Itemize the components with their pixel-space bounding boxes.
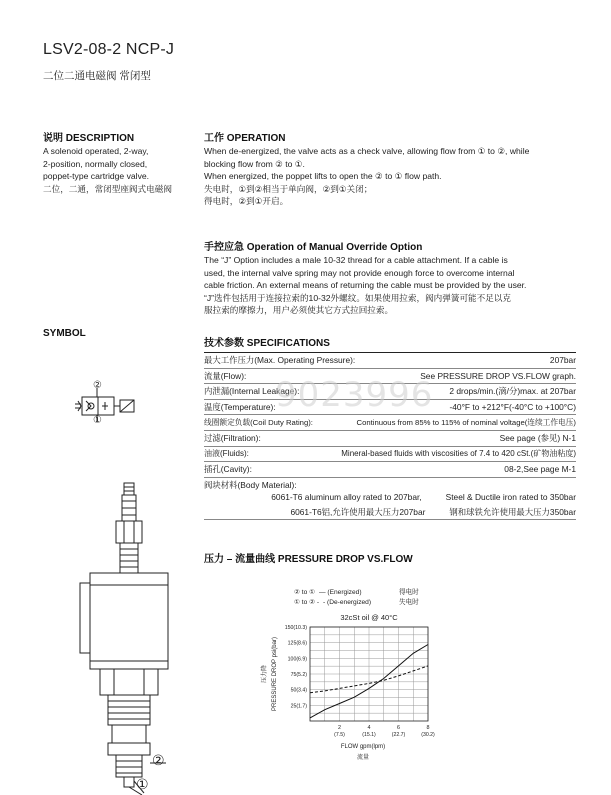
material-right: 钢和球铁允许使用最大压力350bar bbox=[449, 506, 576, 517]
operation-line: blocking flow from ② to ①. bbox=[204, 158, 305, 169]
spec-value: Mineral-based fluids with viscosities of 7.4 to 420 cSt.(矿物油粘度) bbox=[341, 449, 576, 459]
material-right: Steel & Ductile iron rated to 350bar bbox=[445, 492, 576, 503]
legend-cn: 得电时 bbox=[399, 589, 419, 596]
description-line: poppet-type cartridge valve. bbox=[43, 171, 150, 182]
spec-value: Continuous from 85% to 115% of nominal voltage(连续工作电压) bbox=[356, 418, 576, 428]
spec-value: -40°F to +212°F(-40°C to +100°C) bbox=[449, 402, 576, 413]
legend-style: — (Energized) bbox=[319, 589, 362, 596]
spec-row bbox=[204, 461, 576, 477]
spec-label: 内泄漏(Internal Leakage): bbox=[204, 386, 300, 397]
x-tick-label: 2 bbox=[338, 725, 341, 731]
y-axis-label-cn: 压力降 bbox=[262, 664, 268, 684]
operation-heading: 工作 OPERATION bbox=[204, 133, 286, 144]
operation-line: 失电时，①到②相当于单向阀，②到①关闭； bbox=[204, 183, 373, 194]
manual-override-line: used, the internal valve spring may not provide enough force to overcome internal bbox=[204, 267, 515, 278]
x-axis-label: FLOW gpm(lpm) bbox=[340, 744, 386, 750]
valve-symbol bbox=[72, 378, 152, 430]
specifications-heading: 技术参数 SPECIFICATIONS bbox=[204, 338, 330, 349]
legend-style: - (De-energized) bbox=[323, 599, 372, 606]
symbol-heading: SYMBOL bbox=[43, 328, 86, 339]
spec-row bbox=[204, 430, 576, 446]
material-left: 6061-T6 aluminum alloy rated to 207bar, bbox=[271, 492, 422, 503]
spec-row bbox=[204, 414, 576, 430]
y-tick-label: 25(1.7) bbox=[290, 703, 307, 710]
x-tick-sublabel: (30.2) bbox=[421, 732, 435, 738]
y-tick-label: 125(8.6) bbox=[287, 640, 307, 647]
cartridge-valve-drawing bbox=[60, 475, 200, 795]
manual-override-line: The “J” Option includes a male 10-32 thread for a cable attachment. If a cable is bbox=[204, 255, 508, 265]
operation-line: 得电时，②到①开启。 bbox=[204, 196, 289, 207]
legend-entry bbox=[294, 598, 419, 608]
y-axis-label: PRESSURE DROP psi(bar) bbox=[272, 637, 278, 711]
description-section bbox=[43, 129, 191, 195]
material-row bbox=[204, 506, 576, 521]
x-tick-sublabel: (7.5) bbox=[334, 732, 345, 738]
manual-override-line: “J”选件包括用于连接拉索的10-32外螺纹。如果使用拉索，阀内弹簧可能不足以克 bbox=[204, 292, 512, 303]
spec-label: 插孔(Cavity): bbox=[204, 464, 252, 475]
y-tick-label: 150(10.3) bbox=[284, 625, 307, 631]
spec-label: 阀块材料(Body Material): bbox=[204, 480, 297, 491]
pressure-drop-legend bbox=[294, 588, 419, 608]
spec-label: 线圈额定负载(Coil Duty Rating): bbox=[204, 418, 313, 428]
spec-value: 2 drops/min.(滴/分)max. at 207bar bbox=[449, 386, 576, 397]
chart-title: 32cSt oil @ 40°C bbox=[340, 613, 398, 622]
description-line: A solenoid operated, 2-way, bbox=[43, 146, 149, 156]
y-tick-label: 100(6.9) bbox=[287, 656, 307, 663]
watermark-text: 9023996 bbox=[275, 375, 434, 415]
part-port-2-label: ② bbox=[152, 752, 165, 768]
spec-value: See page (参见) N-1 bbox=[499, 433, 576, 444]
spec-label: 最大工作压力(Max. Operating Pressure): bbox=[204, 355, 356, 366]
y-tick-label: 50(3.4) bbox=[290, 687, 307, 694]
spec-label: 过滤(Filtration): bbox=[204, 433, 261, 444]
manual-override-line: cable friction. An external means of returning the cable must be provided by the user. bbox=[204, 280, 527, 291]
spec-label: 油液(Fluids): bbox=[204, 449, 249, 459]
spec-label: 流量(Flow): bbox=[204, 370, 247, 381]
spec-row bbox=[204, 477, 576, 493]
symbol-port-1: ① bbox=[93, 415, 102, 426]
spec-row bbox=[204, 352, 576, 368]
part-port-1-label: ① bbox=[136, 776, 149, 792]
x-tick-sublabel: (15.1) bbox=[362, 732, 376, 738]
spec-value: See PRESSURE DROP VS.FLOW graph. bbox=[420, 370, 576, 381]
manual-override-line: 服拉索的摩擦力，用户必须使其它方式拉回拉索。 bbox=[204, 305, 394, 316]
material-left: 6061-T6铝,允许使用最大压力207bar bbox=[290, 506, 426, 517]
y-tick-label: 75(5.2) bbox=[290, 672, 307, 678]
description-heading: 说明 DESCRIPTION bbox=[43, 133, 135, 144]
page-title: LSV2-08-2 NCP-J bbox=[43, 41, 175, 58]
pressure-drop-heading: 压力 – 流量曲线 PRESSURE DROP VS.FLOW bbox=[204, 554, 413, 565]
material-row bbox=[204, 492, 576, 506]
pressure-drop-chart-svg bbox=[256, 612, 456, 772]
legend-entry bbox=[294, 588, 419, 598]
legend-ports: ① to ② - bbox=[294, 599, 320, 606]
manual-override-heading: 手控应急 Operation of Manual Override Option bbox=[204, 242, 423, 253]
spec-row bbox=[204, 446, 576, 462]
page-subtitle: 二位二通电磁阀 常闭型 bbox=[43, 70, 151, 82]
operation-line: When de-energized, the valve acts as a check valve, allowing flow from ① to ②, while bbox=[204, 146, 530, 156]
operation-section bbox=[204, 129, 576, 208]
x-tick-sublabel: (22.7) bbox=[391, 732, 406, 738]
spec-value: 08-2,See page M-1 bbox=[504, 464, 576, 475]
x-tick-label: 8 bbox=[426, 725, 430, 731]
description-line: 2-position, normally closed, bbox=[43, 158, 148, 169]
x-tick-label: 6 bbox=[397, 725, 400, 731]
description-line: 二位，二通，常闭型座阀式电磁阀 bbox=[43, 183, 172, 194]
spec-label: 温度(Temperature): bbox=[204, 402, 276, 413]
manual-override-section bbox=[204, 238, 576, 317]
operation-line: When energized, the poppet lifts to open the ② to ① flow path. bbox=[204, 171, 442, 182]
pressure-drop-chart bbox=[256, 612, 456, 777]
symbol-port-2: ② bbox=[93, 380, 102, 391]
x-tick-label: 4 bbox=[367, 725, 371, 731]
spec-value: 207bar bbox=[549, 355, 576, 366]
legend-cn: 失电时 bbox=[399, 599, 419, 606]
legend-ports: ② to ① bbox=[294, 589, 315, 596]
x-axis-label-cn: 流量 bbox=[356, 755, 370, 761]
